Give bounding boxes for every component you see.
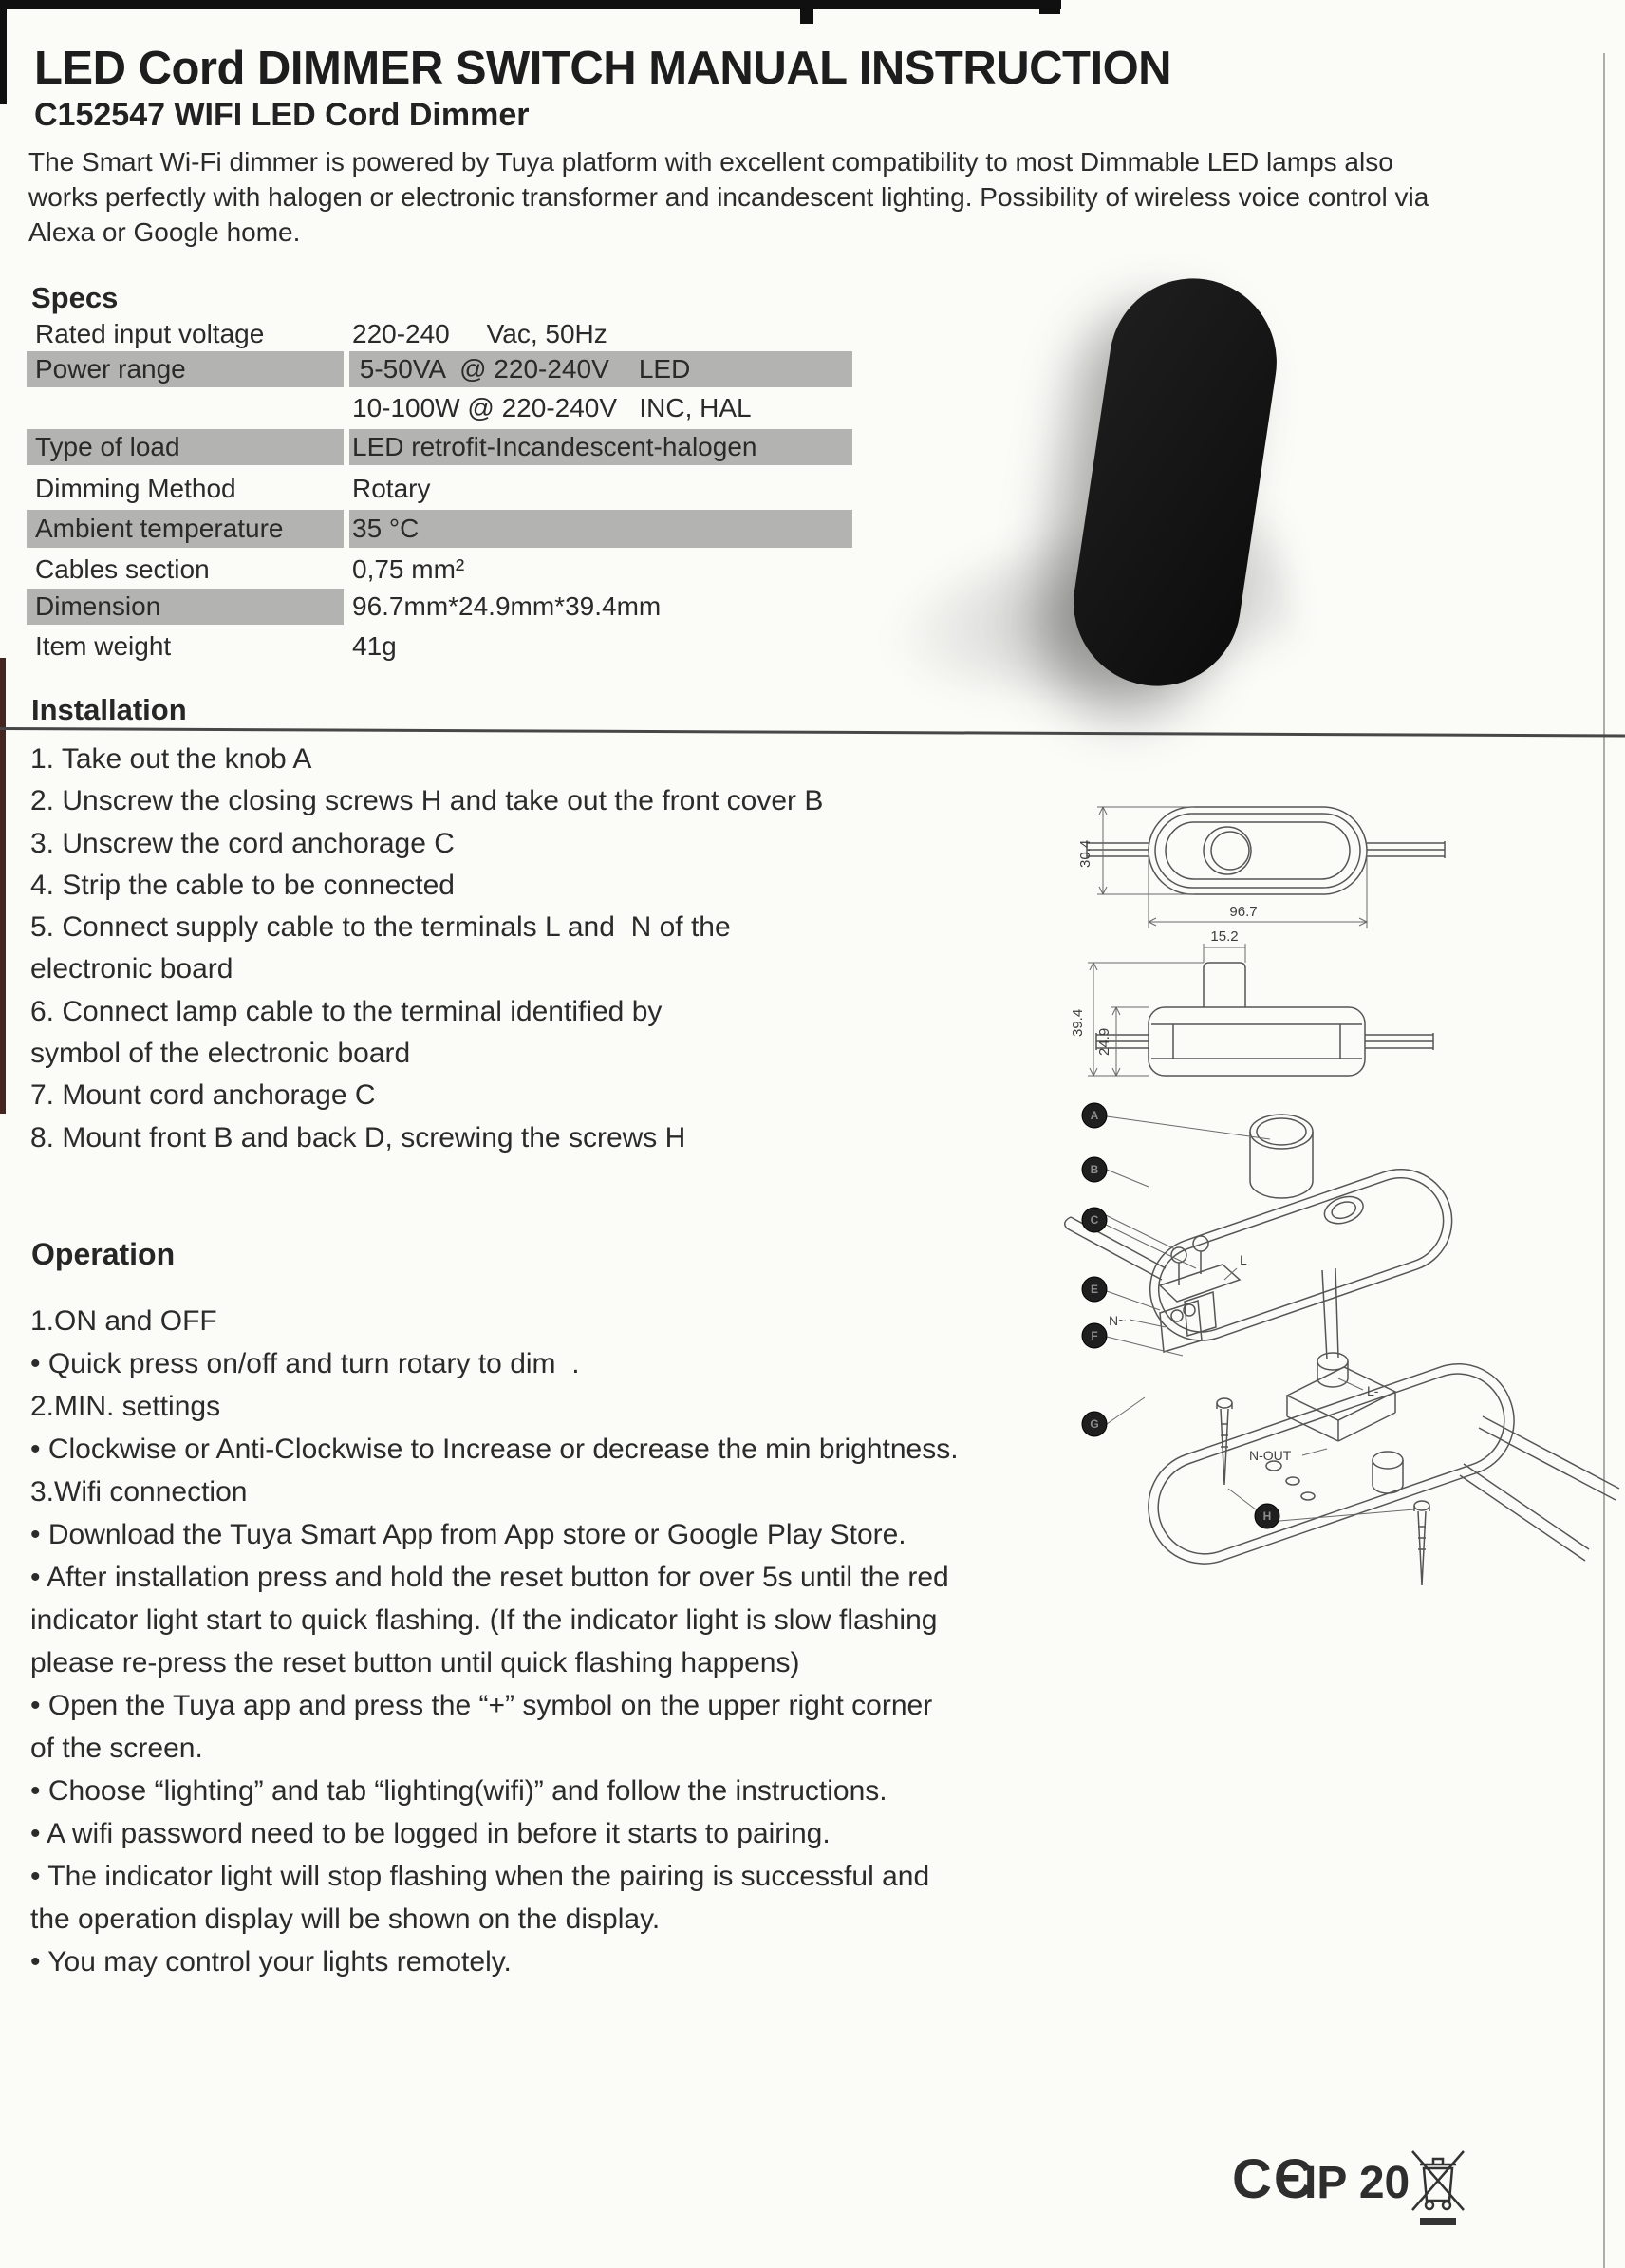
scan-edge-top-tick — [800, 0, 813, 24]
spec-label-text: Power range — [35, 354, 186, 384]
spec-row — [0, 317, 859, 351]
installation-step: 7. Mount cord anchorage C — [30, 1079, 376, 1112]
spec-value — [349, 429, 852, 465]
spec-label-text: Cables section — [35, 553, 210, 584]
spec-value — [349, 351, 852, 387]
intro-paragraph — [28, 144, 1429, 250]
spec-value-text: 0,75 mm² — [352, 553, 465, 584]
label-neutral-out: N-OUT — [1249, 1448, 1292, 1463]
operation-line: 1.ON and OFF — [30, 1305, 217, 1337]
spec-value-text: Rotary — [352, 474, 431, 503]
dim-total-height: 39.4 — [1070, 1008, 1086, 1037]
callout-letter-e: E — [1090, 1283, 1099, 1296]
intro-line: works perfectly with halogen or electronic transformer and incandescent lighting. Possibility of wireless voice control via — [28, 182, 1429, 212]
spec-label-text: Rated input voltage — [35, 319, 265, 348]
spec-value — [349, 550, 852, 589]
spec-row — [0, 589, 859, 625]
label-live: L — [1240, 1252, 1247, 1267]
spec-row — [0, 510, 859, 548]
operation-line: the operation display will be shown on the display. — [30, 1903, 661, 1935]
specs-heading: Specs — [31, 281, 119, 314]
spec-label — [27, 387, 344, 429]
intro-line: The Smart Wi-Fi dimmer is powered by Tuya platform with excellent compatibility to most Dimmable LED lamps also — [28, 147, 1393, 177]
installation-step: 4. Strip the cable to be connected — [30, 869, 455, 901]
spec-row — [0, 628, 859, 665]
operation-line: • Download the Tuya Smart App from App store or Google Play Store. — [30, 1519, 906, 1550]
callout-letter-c: C — [1090, 1213, 1099, 1227]
operation-line: • Choose “lighting” and tab “lighting(wifi)” and follow the instructions. — [30, 1775, 887, 1807]
spec-label — [27, 317, 344, 351]
scan-edge-left — [0, 0, 7, 104]
spec-row — [0, 351, 859, 387]
operation-line: • Clockwise or Anti-Clockwise to Increase or decrease the min brightness. — [30, 1434, 959, 1465]
spec-label — [27, 351, 344, 387]
callout-letter-f: F — [1091, 1329, 1098, 1342]
callout-letter-h: H — [1262, 1509, 1272, 1523]
spec-row — [0, 468, 859, 510]
spec-label-text: Ambient temperature — [35, 514, 284, 543]
spec-value — [349, 510, 852, 548]
dim-knob-width: 15.2 — [1210, 928, 1239, 945]
label-neutral: N~ — [1109, 1313, 1127, 1328]
operation-line: • Open the Tuya app and press the “+” symbol on the upper right corner — [30, 1690, 933, 1721]
operation-instructions — [30, 1300, 959, 1983]
dim-body-width: 30.4 — [1077, 839, 1093, 868]
operation-line: 2.MIN. settings — [30, 1391, 221, 1422]
dimension-drawing — [1054, 786, 1623, 1099]
spec-label — [27, 510, 344, 548]
installation-step: 2. Unscrew the closing screws H and take out the front cover B — [30, 785, 824, 817]
intro-line: Alexa or Google home. — [28, 217, 301, 247]
spec-value-text: LED retrofit-Incandescent-halogen — [352, 432, 757, 461]
spec-value-text: 5-50VA @ 220-240V LED — [352, 354, 691, 384]
spec-value-text: 41g — [352, 631, 397, 661]
spec-label-text: Dimming Method — [35, 474, 236, 503]
weee-icon — [1410, 2138, 1466, 2229]
operation-line: • Quick press on/off and turn rotary to dim . — [30, 1348, 580, 1379]
ip-rating: IP 20 — [1304, 2158, 1410, 2208]
installation-step: 6. Connect lamp cable to the terminal identified by — [30, 995, 663, 1027]
spec-label — [27, 628, 344, 665]
callout-letter-b: B — [1090, 1163, 1099, 1176]
ce-mark: CЄ — [1232, 2148, 1316, 2210]
spec-value-text: 220-240 Vac, 50Hz — [352, 319, 607, 348]
spec-value — [349, 387, 852, 429]
spec-label-text: Type of load — [35, 432, 180, 461]
installation-step: 3. Unscrew the cord anchorage C — [30, 827, 455, 859]
installation-step: 5. Connect supply cable to the terminals L and N of the — [30, 911, 731, 944]
section-divider — [0, 727, 1625, 737]
operation-line: • You may control your lights remotely. — [30, 1946, 512, 1977]
spec-label — [27, 468, 344, 510]
page-subtitle: C152547 WIFI LED Cord Dimmer — [34, 97, 530, 133]
operation-line: please re-press the reset button until quick flashing happens) — [30, 1647, 800, 1678]
installation-steps — [30, 739, 823, 1159]
spec-label — [27, 589, 344, 625]
spec-value-text: 35 °C — [352, 514, 420, 543]
scan-edge-left-lower — [0, 658, 6, 1114]
installation-step: 1. Take out the knob A — [30, 743, 312, 775]
spec-value-text: 10-100W @ 220-240V INC, HAL — [352, 393, 752, 422]
page-title: LED Cord DIMMER SWITCH MANUAL INSTRUCTION — [34, 43, 1172, 94]
spec-label-text: Dimension — [35, 591, 161, 621]
callout-letter-g: G — [1090, 1417, 1099, 1431]
installation-heading: Installation — [31, 693, 187, 726]
operation-line: indicator light start to quick flashing. (If the indicator light is slow flashing — [30, 1604, 938, 1636]
spec-value — [349, 468, 852, 510]
spec-label — [27, 550, 344, 589]
callout-letter-a: A — [1090, 1109, 1099, 1122]
operation-line: • After installation press and hold the reset button for over 5s until the red — [30, 1562, 949, 1593]
spec-row — [0, 387, 859, 429]
spec-value — [349, 628, 852, 665]
operation-line: • A wifi password need to be logged in before it starts to pairing. — [30, 1818, 831, 1849]
installation-step: electronic board — [30, 953, 233, 985]
scan-edge-top-blob — [1039, 0, 1060, 14]
spec-value-text: 96.7mm*24.9mm*39.4mm — [352, 591, 662, 621]
exploded-diagram — [1054, 1082, 1623, 1595]
installation-step: symbol of the electronic board — [30, 1038, 411, 1070]
spec-label-text: Item weight — [35, 631, 172, 661]
dim-length: 96.7 — [1229, 904, 1258, 920]
spec-label — [27, 429, 344, 465]
operation-line: • The indicator light will stop flashing when the pairing is successful and — [30, 1861, 930, 1892]
spec-row — [0, 429, 859, 465]
installation-step: 8. Mount front B and back D, screwing the screws H — [30, 1121, 686, 1153]
spec-value — [349, 589, 852, 625]
operation-heading: Operation — [31, 1237, 176, 1271]
spec-value — [349, 317, 852, 351]
operation-line: 3.Wifi connection — [30, 1476, 248, 1508]
dim-body-height: 24.9 — [1096, 1027, 1112, 1056]
spec-row — [0, 550, 859, 589]
scan-edge-top — [0, 0, 1061, 9]
label-live-out: L- — [1367, 1383, 1379, 1398]
operation-line: of the screen. — [30, 1733, 203, 1764]
